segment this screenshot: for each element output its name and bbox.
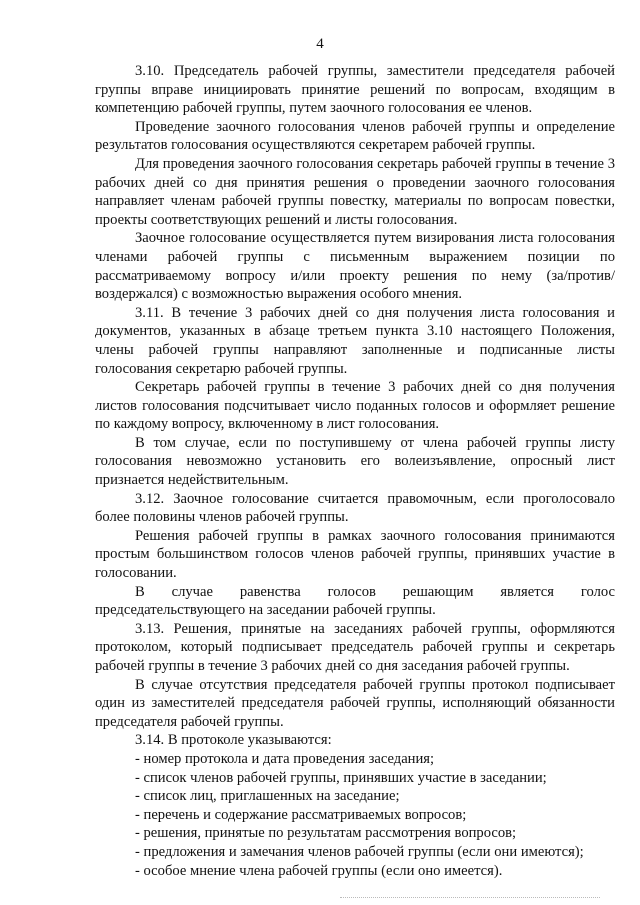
paragraph-voting-materials: Для проведения заочного голосования секретарь рабочей группы в течение 3 рабочих дней со дня принятия решения о проведении заочного голосования направляет членам рабочей группы повестку, материалы по вопросам повестки, проекты соответствующих решений и листы голосования. <box>95 155 615 228</box>
paragraph-voting-method: Заочное голосование осуществляется путем визирования листа голосования членами рабочей группы с письменным выражением позиции по рассматриваемому вопросу и/или проекту решения по нему (за/против/воздержался) с возможностью выражения особого мнения. <box>95 230 615 303</box>
list-item: - особое мнение члена рабочей группы (если оно имеется). <box>135 862 503 879</box>
list-item: - решения, принятые по результатам рассмотрения вопросов; <box>135 825 517 842</box>
document-body <box>95 62 615 880</box>
list-item: - перечень и содержание рассматриваемых вопросов; <box>135 806 467 823</box>
paragraph-invalid-ballot: В том случае, если по поступившему от члена рабочей группы листу голосования невозможно установить его волеизъявление, опросный лист признается недействительным. <box>95 434 615 489</box>
paragraph-voting-procedure: Проведение заочного голосования членов рабочей группы и определение результатов голосования осуществляются секретарем рабочей группы. <box>95 118 615 154</box>
paragraph-3-11: 3.11. В течение 3 рабочих дней со дня получения листа голосования и документов, указанных в абзаце третьем пункта 3.10 настоящего Положения, члены рабочей группы направляют заполненные и подписанные листы голосования секретарю рабочей группы. <box>95 304 615 377</box>
paragraph-3-10: 3.10. Председатель рабочей группы, заместители председателя рабочей группы вправе инициировать принятие решений по вопросам, входящим в компетенцию рабочей группы, путем заочного голосования ее членов. <box>95 63 615 117</box>
paragraph-tie-vote: В случае равенства голосов решающим является голос председательствующего на заседании рабочей группы. <box>95 583 615 619</box>
list-item: - список лиц, приглашенных на заседание; <box>135 788 400 805</box>
scan-edge-mark <box>340 897 600 899</box>
paragraph-3-12: 3.12. Заочное голосование считается правомочным, если проголосовало более половины членов рабочей группы. <box>95 490 615 526</box>
page-number: 4 <box>316 36 324 52</box>
paragraph-3-13: 3.13. Решения, принятые на заседаниях рабочей группы, оформляются протоколом, который подписывает председатель рабочей группы и секретарь рабочей группы в течение 3 рабочих дней со дня заседания рабочей группы. <box>95 620 615 674</box>
list-item: - предложения и замечания членов рабочей группы (если они имеются); <box>135 843 584 860</box>
paragraph-3-14: 3.14. В протоколе указываются: <box>135 732 332 749</box>
list-item: - номер протокола и дата проведения заседания; <box>135 750 435 767</box>
paragraph-chair-absence: В случае отсутствия председателя рабочей группы протокол подписывает один из заместителей председателя рабочей группы, исполняющий обязанности председателя рабочей группы. <box>95 676 615 730</box>
paragraph-vote-count: Секретарь рабочей группы в течение 3 рабочих дней со дня получения листов голосования подсчитывает число поданных голосов и оформляет решение по каждому вопросу, включенному в лист голосования. <box>95 379 615 433</box>
paragraph-majority: Решения рабочей группы в рамках заочного голосования принимаются простым большинством голосов членов рабочей группы, принявших участие в голосовании. <box>95 527 615 582</box>
list-item: - список членов рабочей группы, принявших участие в заседании; <box>135 769 547 786</box>
